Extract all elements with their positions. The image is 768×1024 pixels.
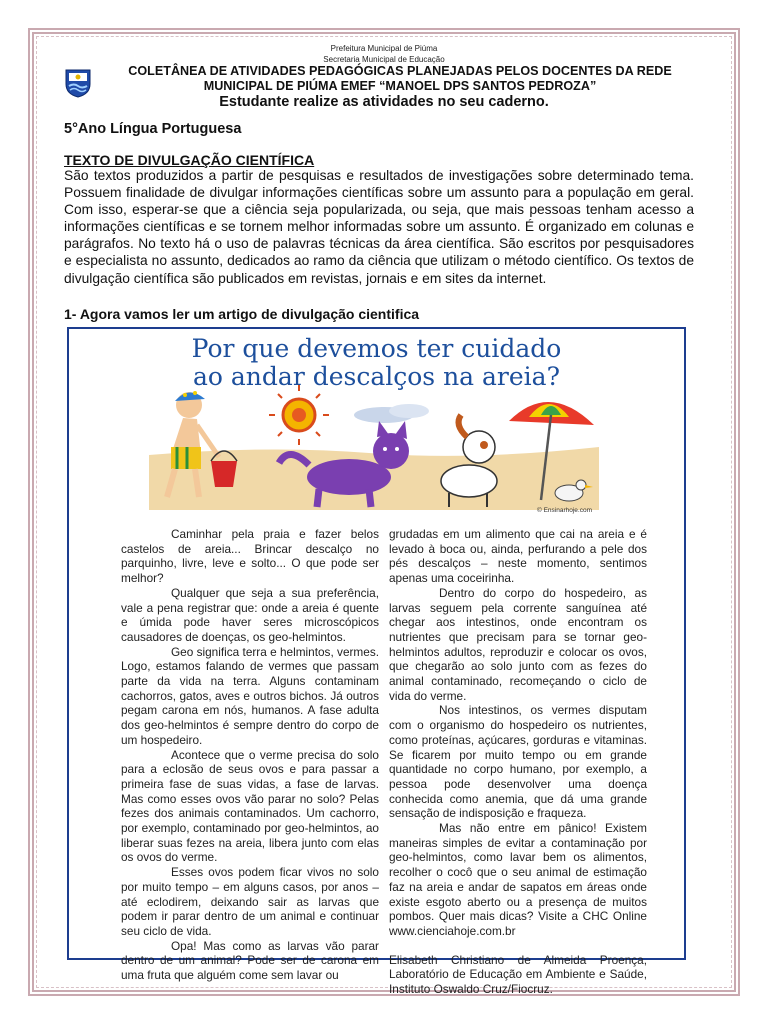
sun-icon	[269, 385, 329, 445]
article-paragraph: Mas não entre em pânico! Existem maneiras simples de evitar a contaminação por geo-helmintos, como lavar bem os alimentos, recolher o cocô que o seu animal de estimação faz na areia e andar de sapatos em áreas onde existe esgoto aberto ou a presença de muitos pombos. Quer mais dicas? Visite a CHC Online www.cienciahoje.com.br	[389, 821, 647, 938]
student-instruction: Estudante realize as atividades no seu caderno.	[219, 94, 549, 110]
beach-illustration	[149, 385, 599, 510]
secretariat-name: Secretaria Municipal de Educação	[323, 55, 445, 64]
section-title: TEXTO DE DIVULGAÇÃO CIENTÍFICA	[64, 152, 315, 168]
article-right-column	[389, 527, 647, 997]
activity-heading: 1- Agora vamos ler um artigo de divulgação cientifica	[64, 306, 420, 322]
article-signature: Elisabeth Christiano de Almeida Proença, Laboratório de Educação em Ambiente e Saúde, Instituto Oswaldo Cruz/Fiocruz.	[389, 952, 647, 997]
article-paragraph: Dentro do corpo do hospedeiro, as larvas seguem pela corrente sanguínea até chegar aos intestinos, onde encontram os nutrientes que precisam para se tornar geo-helmintos adultos, reproduzir e colocar os ovos, que chegarão ao solo junto com as fezes do animal contaminado, recomeçando o ciclo de vida do verme.	[389, 585, 647, 703]
article-paragraph: grudadas em um alimento que cai na areia e é levado à boca ou, ainda, perfurando a pele dos pés descalços – neste momento, sentimos apenas uma coceirinha.	[389, 527, 647, 586]
article-title	[69, 335, 684, 391]
article-paragraph: Geo significa terra e helmintos, vermes. Logo, estamos falando de vermes que passam parte da vida na terra. Alguns contaminam cachorros, gatos, aves e outros bichos. Já outros pegam carona em nós, humanos. A fase adulta dos geo-helmintos é sempre dentro do corpo de um hospedeiro.	[121, 644, 379, 747]
collection-title-line1: COLETÂNEA DE ATIVIDADES PEDAGÓGICAS PLANEJADAS PELOS DOCENTES DA REDE	[128, 64, 672, 78]
article-paragraph: Qualquer que seja a sua preferência, vale a pena registrar que: onde a areia é quente e úmida pode haver seres microscópicos causadores de doenças, os geo-helmintos.	[121, 585, 379, 644]
image-credit: © Ensinarhoje.com	[537, 507, 593, 514]
article-paragraph: Caminhar pela praia e fazer belos castelos de areia... Brincar descalço no parquinho, livre, leve e solto... O que pode ser melhor?	[121, 527, 379, 586]
article-title-line1: Por que devemos ter cuidado	[191, 334, 562, 363]
article-paragraph: Nos intestinos, os vermes disputam com o organismo do hospedeiro os nutrientes, como proteínas, açúcares, gorduras e vitaminas. Se ficarem por muito tempo ou em grande quantidade no corpo humano, por exemplo, a pessoa pode desenvolver uma doença conhecida como anemia, que dá uma grande sensação de indisposição e fraqueza.	[389, 703, 647, 821]
collection-title-line2: MUNICIPAL DE PIÚMA EMEF “MANOEL DPS SANTOS PEDROZA”	[203, 79, 597, 93]
article-paragraph: Esses ovos podem ficar vivos no solo por muito tempo – em alguns casos, por anos – até eclodirem, deixando sair as larvas que podem ir parar dentro de um animal e continuar seu ciclo de vida.	[121, 865, 379, 938]
article-left-column	[121, 527, 379, 983]
article-paragraph: Opa! Mas como as larvas vão parar dentro de um animal? Pode ser de carona em uma fruta que alguém come sem lavar ou	[121, 938, 379, 983]
article-paragraph: Acontece que o verme precisa do solo para a eclosão de seus ovos e para passar a primeira fase de suas vidas, a fase de larvas. Mas como esses ovos vão parar no solo? Pelas fezes dos animais contaminados. Um cachorro, por exemplo, contaminado por geo-helmintos, ao liberar suas fezes na areia, libera junto com elas os ovos do verme.	[121, 747, 379, 865]
article-box	[67, 327, 686, 997]
section-body: São textos produzidos a partir de pesquisas e resultados de investigações sobre determinado tema. Possuem finalidade de divulgar informações científicas sobre um assunto para a população em geral. Com isso, esperar-se que a ciência seja popularizada, ou seja, que mais pessoas tenham acesso a informações científicas e se tornem melhor informadas sobre um assunto. É organizado em colunas e parágrafos. No texto há o uso de palavras técnicas da área científica. São escritos por pesquisadores e especialista no assunto, dedicados ao ramo da ciência que utilizam o método científico. Os textos de divulgação científica são publicados em revistas, jornais e em sites da internet.	[64, 168, 694, 286]
article-title-line2: ao andar descalços na areia?	[193, 362, 560, 391]
grade-subject: 5°Ano Língua Portuguesa	[64, 121, 242, 137]
prefecture-name: Prefeitura Municipal de Piúma	[330, 44, 438, 53]
